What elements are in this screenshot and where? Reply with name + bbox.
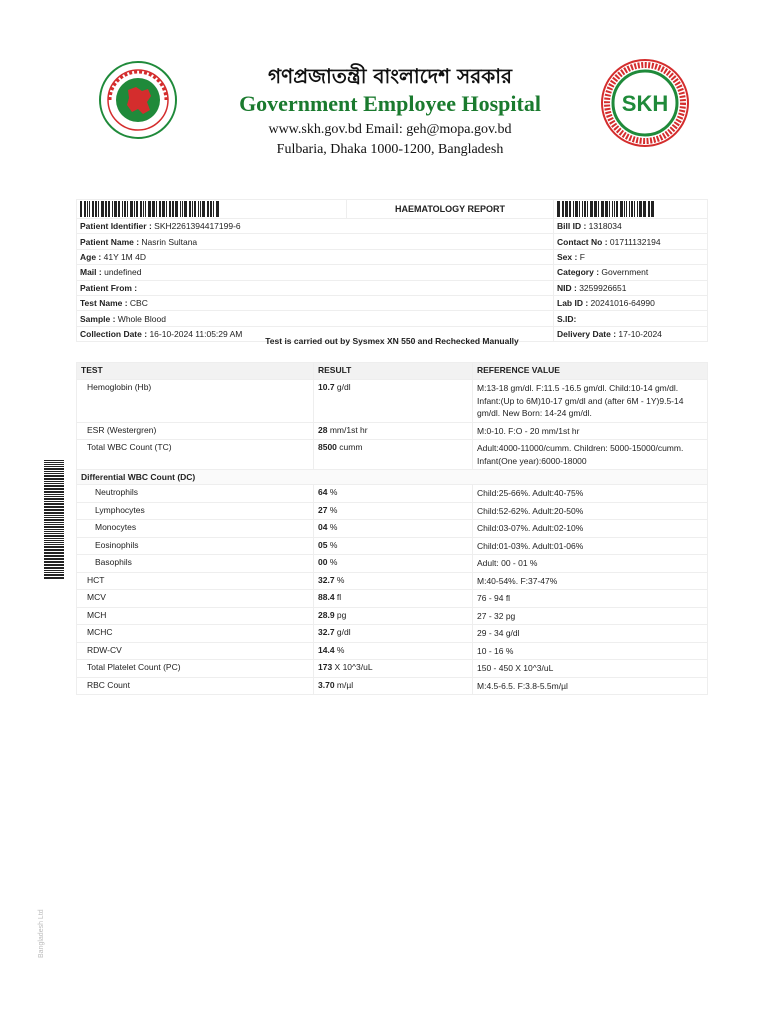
info-label: Delivery Date : <box>557 328 619 339</box>
result-value: 3.70 <box>318 679 335 690</box>
info-label: Sample : <box>80 313 118 324</box>
info-value: F <box>579 251 585 262</box>
result-unit: % <box>327 504 338 515</box>
info-label: Lab ID : <box>557 298 591 309</box>
info-label: Patient From : <box>80 282 138 293</box>
result-value: 28.9 <box>318 609 335 620</box>
government-seal-icon <box>98 60 178 140</box>
barcode-icon <box>80 201 220 217</box>
info-right-cell <box>554 234 708 249</box>
info-left-cell <box>77 234 554 249</box>
result-unit: mm/1st hr <box>327 424 368 435</box>
test-name: ESR (Westergren) <box>77 422 314 440</box>
reference-value: M:4.5-6.5. F:3.8-5.5m/µl <box>473 677 708 695</box>
info-right-cell <box>554 295 708 310</box>
result-cell <box>314 502 473 520</box>
result-unit: pg <box>334 609 347 620</box>
test-name: Eosinophils <box>77 537 314 555</box>
reference-value: M:13-18 gm/dl. F:11.5 -16.5 gm/dl. Child:10-14 gm/dl. Infant:(Up to 6M)10-17 gm/dl and (after 6M - 1Y)9.5-14 gm/dl. New Born: 14-24 gm/dl. <box>473 380 708 423</box>
info-value: 16-10-2024 11:05:29 AM <box>149 328 243 339</box>
result-cell <box>314 625 473 643</box>
info-label: Test Name : <box>80 298 130 309</box>
info-value: 01711132194 <box>609 236 661 247</box>
test-name: RBC Count <box>77 677 314 695</box>
result-row <box>77 572 708 590</box>
info-left-cell <box>77 219 554 234</box>
result-unit: g/dl <box>334 627 351 637</box>
result-cell <box>314 440 473 470</box>
info-left-cell <box>77 249 554 264</box>
result-unit: X 10^3/uL <box>332 662 373 672</box>
info-label: Bill ID : <box>557 221 589 232</box>
info-label: Category : <box>557 267 602 278</box>
result-row <box>77 642 708 660</box>
result-value: 173 <box>318 662 333 672</box>
barcode-right <box>554 200 708 219</box>
test-name: Monocytes <box>77 520 314 538</box>
result-row <box>77 555 708 573</box>
info-row <box>77 280 708 295</box>
test-name: Lymphocytes <box>77 502 314 520</box>
info-label: Patient Name : <box>80 236 142 247</box>
info-left-cell <box>77 265 554 280</box>
result-row <box>77 677 708 695</box>
group-label: Differential WBC Count (DC) <box>77 470 708 485</box>
svg-text:SKH: SKH <box>621 91 669 116</box>
result-unit: % <box>334 574 345 585</box>
column-header-result: RESULT <box>314 363 473 380</box>
result-row <box>77 502 708 520</box>
info-label: NID : <box>557 282 580 293</box>
patient-info-table <box>76 199 708 342</box>
test-name: Total Platelet Count (PC) <box>77 660 314 678</box>
result-unit: % <box>327 487 338 497</box>
skh-logo-icon <box>600 58 690 148</box>
result-cell <box>314 642 473 660</box>
result-value: 04 <box>318 522 328 532</box>
reference-value: 10 - 16 % <box>473 642 708 660</box>
results-table <box>76 362 708 695</box>
result-row <box>77 660 708 678</box>
result-unit: % <box>327 522 338 532</box>
footer-vertical-text: Bangladesh Ltd <box>38 909 45 958</box>
test-name: Neutrophils <box>77 485 314 503</box>
header-text-block <box>200 64 580 160</box>
info-value: Government <box>601 267 649 278</box>
result-value: 88.4 <box>318 592 335 602</box>
test-name: Basophils <box>77 555 314 573</box>
info-right-cell <box>554 311 708 326</box>
info-value: 3259926651 <box>579 282 627 293</box>
result-cell <box>314 555 473 573</box>
result-unit: fl <box>334 592 342 602</box>
result-unit: m/µl <box>334 679 354 690</box>
info-label: S.ID: <box>557 313 577 324</box>
reference-value: Child:03-07%. Adult:02-10% <box>473 520 708 538</box>
hospital-name: Government Employee Hospital <box>239 91 541 116</box>
info-label: Collection Date : <box>80 328 150 339</box>
info-row <box>77 219 708 234</box>
hospital-address: Fulbaria, Dhaka 1000-1200, Bangladesh <box>276 142 504 157</box>
test-name: MCHC <box>77 625 314 643</box>
result-value: 05 <box>318 539 328 550</box>
test-name: HCT <box>77 572 314 590</box>
result-unit: % <box>327 557 338 567</box>
info-row <box>77 295 708 310</box>
reference-value: Child:52-62%. Adult:20-50% <box>473 502 708 520</box>
result-cell <box>314 422 473 440</box>
info-row <box>77 234 708 249</box>
result-value: 14.4 <box>318 644 335 655</box>
info-right-cell <box>554 280 708 295</box>
test-name: Total WBC Count (TC) <box>77 440 314 470</box>
result-row <box>77 422 708 440</box>
result-value: 27 <box>318 504 328 515</box>
reference-value: 27 - 32 pg <box>473 607 708 625</box>
info-row <box>77 265 708 280</box>
reference-value: Adult: 00 - 01 % <box>473 555 708 573</box>
result-row <box>77 537 708 555</box>
info-left-cell <box>77 295 554 310</box>
column-header-reference: REFERENCE VALUE <box>473 363 708 380</box>
info-row <box>77 249 708 264</box>
test-name: MCV <box>77 590 314 608</box>
report-header <box>0 0 768 170</box>
result-cell <box>314 380 473 423</box>
result-row <box>77 520 708 538</box>
result-cell <box>314 660 473 678</box>
result-value: 32.7 <box>318 574 335 585</box>
result-row <box>77 607 708 625</box>
result-row <box>77 440 708 470</box>
result-value: 64 <box>318 487 328 497</box>
result-cell <box>314 572 473 590</box>
reference-value: M:0-10. F:O - 20 mm/1st hr <box>473 422 708 440</box>
barcode-left <box>77 200 347 219</box>
info-value: undefined <box>104 267 142 278</box>
info-value: 17-10-2024 <box>618 328 662 339</box>
result-cell <box>314 537 473 555</box>
report-title: HAEMATOLOGY REPORT <box>347 200 554 219</box>
result-cell <box>314 590 473 608</box>
info-value: Whole Blood <box>117 313 166 324</box>
result-value: 8500 <box>318 442 337 452</box>
reference-value: 76 - 94 fl <box>473 590 708 608</box>
result-cell <box>314 677 473 695</box>
result-value: 28 <box>318 424 328 435</box>
result-cell <box>314 607 473 625</box>
info-value: 1318034 <box>588 221 622 232</box>
result-value: 32.7 <box>318 627 335 637</box>
result-row <box>77 625 708 643</box>
result-cell <box>314 485 473 503</box>
result-unit: g/dl <box>334 382 351 392</box>
info-label: Age : <box>80 251 104 262</box>
result-unit: cumm <box>336 442 363 452</box>
info-label: Mail : <box>80 267 105 278</box>
result-cell <box>314 520 473 538</box>
barcode-icon <box>557 201 655 217</box>
reference-value: 150 - 450 X 10^3/uL <box>473 660 708 678</box>
info-label: Patient Identifier : <box>80 221 155 232</box>
test-name: Hemoglobin (Hb) <box>77 380 314 423</box>
test-method-note: Test is carried out by Sysmex XN 550 and Rechecked Manually <box>265 336 519 346</box>
reference-value: Child:01-03%. Adult:01-06% <box>473 537 708 555</box>
result-unit: % <box>327 539 338 550</box>
side-barcode-icon <box>44 460 64 590</box>
reference-value: 29 - 34 g/dl <box>473 625 708 643</box>
result-row <box>77 380 708 423</box>
info-value: 20241016-64990 <box>590 298 655 309</box>
reference-value: Child:25-66%. Adult:40-75% <box>473 485 708 503</box>
result-value: 10.7 <box>318 382 335 392</box>
result-row <box>77 590 708 608</box>
info-value: Nasrin Sultana <box>141 236 198 247</box>
info-left-cell <box>77 311 554 326</box>
info-value: 41Y 1M 4D <box>103 251 146 262</box>
column-header-test: TEST <box>77 363 314 380</box>
info-right-cell <box>554 219 708 234</box>
info-right-cell <box>554 249 708 264</box>
reference-value: Adult:4000-11000/cumm. Children: 5000-15000/cumm. Infant(One year):6000-18000 <box>473 440 708 470</box>
reference-value: M:40-54%. F:37-47% <box>473 572 708 590</box>
info-left-cell <box>77 280 554 295</box>
test-name: MCH <box>77 607 314 625</box>
result-value: 00 <box>318 557 328 567</box>
group-row <box>77 470 708 485</box>
bangla-title: গণপ্রজাতন্ত্রী বাংলাদেশ সরকার <box>268 64 512 88</box>
website-email: www.skh.gov.bd Email: geh@mopa.gov.bd <box>268 122 512 137</box>
info-row <box>77 311 708 326</box>
result-row <box>77 485 708 503</box>
info-value: CBC <box>129 298 148 309</box>
info-value: SKH2261394417199-6 <box>154 221 241 232</box>
info-label: Sex : <box>557 251 580 262</box>
info-right-cell <box>554 265 708 280</box>
test-name: RDW-CV <box>77 642 314 660</box>
info-label: Contact No : <box>557 236 610 247</box>
result-unit: % <box>334 644 345 655</box>
